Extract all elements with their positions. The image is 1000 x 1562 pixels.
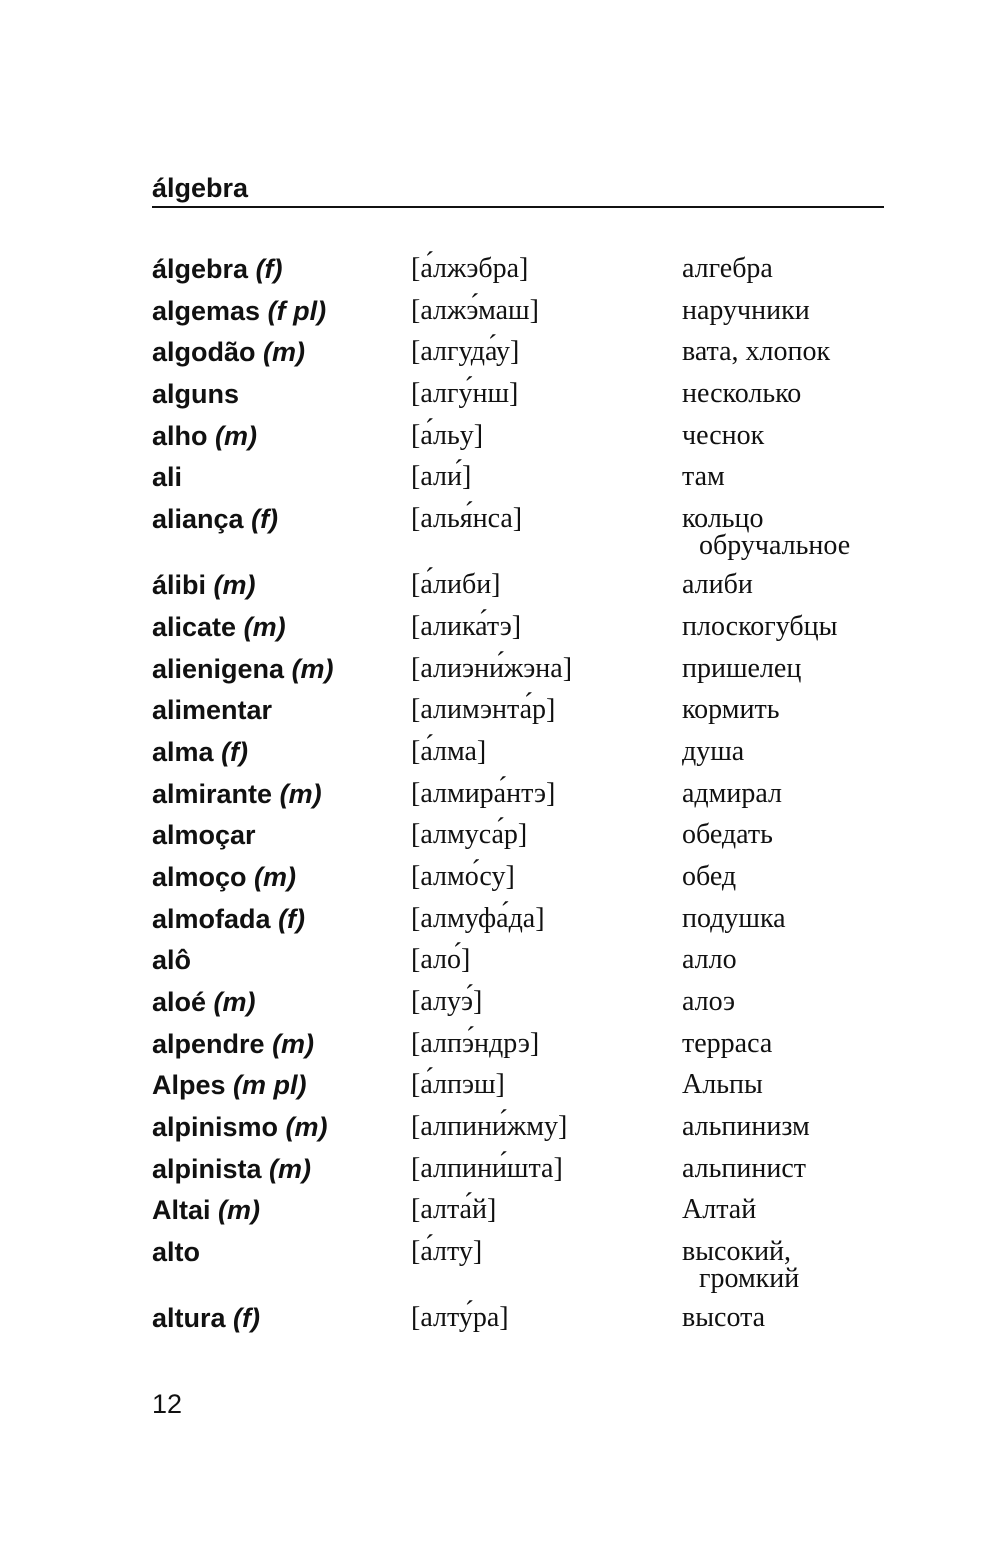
pronunciation: [алмира́нтэ] — [411, 777, 556, 809]
header-rule — [152, 206, 884, 208]
translation — [682, 250, 773, 288]
pronunciation: [алья́нса] — [411, 503, 523, 535]
headword-text: ali — [152, 462, 183, 493]
translation — [682, 1299, 765, 1337]
headword-text: álibi — [152, 570, 207, 601]
translation — [682, 941, 737, 979]
dictionary-entry — [152, 900, 884, 942]
translation — [682, 775, 782, 813]
dictionary-entry — [152, 458, 884, 500]
dictionary-entry — [152, 691, 884, 733]
translation — [682, 500, 850, 560]
running-head: álgebra — [152, 173, 249, 203]
gender-marker: (f) — [278, 903, 306, 934]
pronunciation: [алмуфа́да] — [411, 902, 545, 934]
translation-line: обедать — [682, 819, 773, 851]
translation-line: алоэ — [682, 986, 736, 1017]
translation-line: кольцо — [682, 503, 764, 535]
gender-marker: (m) — [243, 611, 286, 642]
pronunciation: [алгуда́у] — [411, 336, 520, 368]
gender-marker: (m) — [213, 570, 256, 601]
dictionary-entry — [152, 1108, 884, 1150]
dictionary-entry — [152, 1299, 884, 1341]
headword-text: alguns — [152, 379, 240, 410]
translation-line: высокий, — [682, 1236, 792, 1268]
headword — [152, 1299, 260, 1337]
headword — [152, 775, 322, 813]
gender-marker: (m) — [285, 1112, 328, 1143]
translation-line: Алтай — [682, 1194, 757, 1226]
translation — [682, 816, 773, 854]
pronunciation: [алгу́нш] — [411, 378, 519, 410]
headword — [152, 1108, 328, 1146]
gender-marker: (m) — [272, 1028, 315, 1059]
headword-text: almoço — [152, 861, 247, 892]
pronunciation: [а́либи] — [411, 569, 501, 601]
headword-text: alpinismo — [152, 1112, 279, 1143]
translation-line: высота — [682, 1302, 766, 1334]
dictionary-entry — [152, 775, 884, 817]
headword-text: álgebra — [152, 254, 249, 284]
headword — [152, 608, 286, 646]
pronunciation: [алмо́су] — [411, 860, 515, 892]
translation — [682, 858, 736, 896]
headword — [152, 691, 272, 729]
translation-line: обед — [682, 860, 737, 892]
headword-text: algemas — [152, 295, 261, 326]
translation — [682, 566, 753, 604]
headword — [152, 250, 283, 288]
pronunciation: [алпини́жму] — [411, 1111, 568, 1143]
translation — [682, 333, 830, 371]
headword-text: Altai — [152, 1195, 211, 1226]
gender-marker: (m) — [254, 861, 297, 892]
pronunciation: [а́лпэш] — [411, 1069, 505, 1101]
headword — [152, 333, 305, 371]
translation — [682, 292, 810, 330]
headword — [152, 292, 326, 330]
gender-marker: (f) — [251, 504, 279, 535]
translation-line: там — [682, 461, 725, 493]
page-number: 12 — [152, 1389, 183, 1419]
headword-text: alienigena — [152, 653, 285, 684]
pronunciation: [алимэнта́р] — [411, 694, 556, 726]
pronunciation: [а́льу] — [411, 419, 484, 451]
dictionary-entry — [152, 500, 884, 566]
headword-text: algodão — [152, 337, 256, 368]
gender-marker: (f) — [255, 254, 283, 284]
dictionary-entry — [152, 250, 884, 292]
pronunciation: [алуэ́] — [411, 986, 483, 1017]
translation-line: душа — [682, 735, 745, 767]
headword-text: aloé — [152, 987, 207, 1017]
gender-marker: (f pl) — [267, 295, 327, 326]
translation-line: вата, хлопок — [682, 336, 831, 368]
headword-text: alpinista — [152, 1153, 262, 1184]
headword-text: aliança — [152, 504, 244, 535]
headword — [152, 858, 296, 896]
dictionary-entry — [152, 292, 884, 334]
pronunciation: [алжэ́маш] — [411, 294, 539, 326]
headword — [152, 650, 334, 688]
headword — [152, 941, 191, 979]
translation-line: алгебра — [682, 253, 773, 284]
headword-text: altura — [152, 1303, 226, 1334]
headword-text: almofada — [152, 903, 271, 934]
translation-line: плоскогубцы — [682, 610, 838, 642]
gender-marker: (m) — [269, 1153, 312, 1184]
headword — [152, 900, 305, 938]
headword — [152, 816, 256, 854]
translation-line: адмирал — [682, 777, 783, 809]
headword-text: almirante — [152, 778, 273, 809]
pronunciation: [али́] — [411, 461, 472, 493]
translation — [682, 1191, 756, 1229]
translation-line: алиби — [682, 569, 753, 601]
translation — [682, 983, 735, 1021]
dictionary-entry — [152, 1191, 884, 1233]
headword — [152, 1025, 314, 1063]
translation-continuation: обручальное — [699, 530, 851, 562]
dictionary-entry — [152, 1025, 884, 1067]
dictionary-entry — [152, 608, 884, 650]
translation — [682, 733, 744, 771]
translation — [682, 375, 801, 413]
translation-line: алло — [682, 944, 737, 976]
headword — [152, 1150, 311, 1188]
gender-marker: (m) — [291, 653, 334, 684]
translation-line: альпинизм — [682, 1111, 810, 1143]
dictionary-entry — [152, 941, 884, 983]
dictionary-entry — [152, 566, 884, 608]
translation-line: альпинист — [682, 1152, 807, 1184]
translation-line: несколько — [682, 378, 802, 410]
translation — [682, 1025, 772, 1063]
dictionary-entry — [152, 650, 884, 692]
dictionary-entry — [152, 333, 884, 375]
pronunciation: [алпэ́ндрэ] — [411, 1027, 540, 1059]
dictionary-entries — [152, 250, 884, 1341]
pronunciation: [а́лту] — [411, 1236, 483, 1268]
pronunciation: [а́лма] — [411, 735, 487, 767]
dictionary-entry — [152, 733, 884, 775]
translation — [682, 1233, 799, 1293]
translation — [682, 691, 779, 729]
headword-text: alpendre — [152, 1028, 265, 1059]
translation-continuation: громкий — [699, 1263, 800, 1295]
headword-text: alô — [152, 945, 192, 976]
gender-marker: (m) — [213, 987, 256, 1017]
translation — [682, 458, 725, 496]
pronunciation: [ало́] — [411, 944, 471, 976]
headword — [152, 375, 239, 413]
headword-text: Alpes — [152, 1070, 226, 1101]
dictionary-entry — [152, 1066, 884, 1108]
headword — [152, 733, 248, 771]
translation — [682, 417, 764, 455]
gender-marker: (m) — [218, 1195, 261, 1226]
dictionary-entry — [152, 375, 884, 417]
dictionary-entry — [152, 858, 884, 900]
translation — [682, 900, 786, 938]
dictionary-entry — [152, 983, 884, 1025]
translation-line: терраса — [682, 1027, 773, 1059]
headword — [152, 1233, 200, 1271]
gender-marker: (m) — [263, 337, 306, 368]
pronunciation: [алту́ра] — [411, 1302, 509, 1334]
pronunciation: [алмуса́р] — [411, 819, 528, 851]
translation-line: пришелец — [682, 652, 802, 684]
pronunciation: [алика́тэ] — [411, 610, 522, 642]
headword — [152, 500, 278, 538]
headword — [152, 1191, 260, 1229]
headword — [152, 458, 182, 496]
translation-line: наручники — [682, 294, 810, 326]
pronunciation: [алпини́шта] — [411, 1152, 563, 1184]
headword — [152, 417, 257, 455]
pronunciation: [а́лжэбра] — [411, 253, 529, 284]
headword — [152, 566, 256, 604]
headword-text: almoçar — [152, 820, 256, 851]
headword-text: alto — [152, 1237, 201, 1268]
headword-text: alma — [152, 736, 214, 767]
headword-text: alimentar — [152, 695, 273, 726]
translation — [682, 1150, 806, 1188]
translation-line: Альпы — [682, 1069, 763, 1101]
pronunciation: [алиэни́жэна] — [411, 652, 573, 684]
translation — [682, 1066, 763, 1104]
dictionary-entry — [152, 1233, 884, 1299]
headword-text: alicate — [152, 611, 237, 642]
dictionary-entry — [152, 417, 884, 459]
translation-line: подушка — [682, 902, 786, 934]
headword-text: alho — [152, 420, 208, 451]
dictionary-entry — [152, 816, 884, 858]
gender-marker: (f) — [221, 736, 249, 767]
translation — [682, 650, 801, 688]
gender-marker: (m pl) — [233, 1070, 307, 1101]
pronunciation: [алта́й] — [411, 1194, 497, 1226]
translation-line: чеснок — [682, 419, 765, 451]
headword — [152, 983, 256, 1021]
translation — [682, 608, 837, 646]
gender-marker: (f) — [233, 1303, 261, 1334]
dictionary-entry — [152, 1150, 884, 1192]
translation — [682, 1108, 810, 1146]
translation-line: кормить — [682, 694, 780, 726]
headword — [152, 1066, 307, 1104]
gender-marker: (m) — [279, 778, 322, 809]
gender-marker: (m) — [215, 420, 258, 451]
